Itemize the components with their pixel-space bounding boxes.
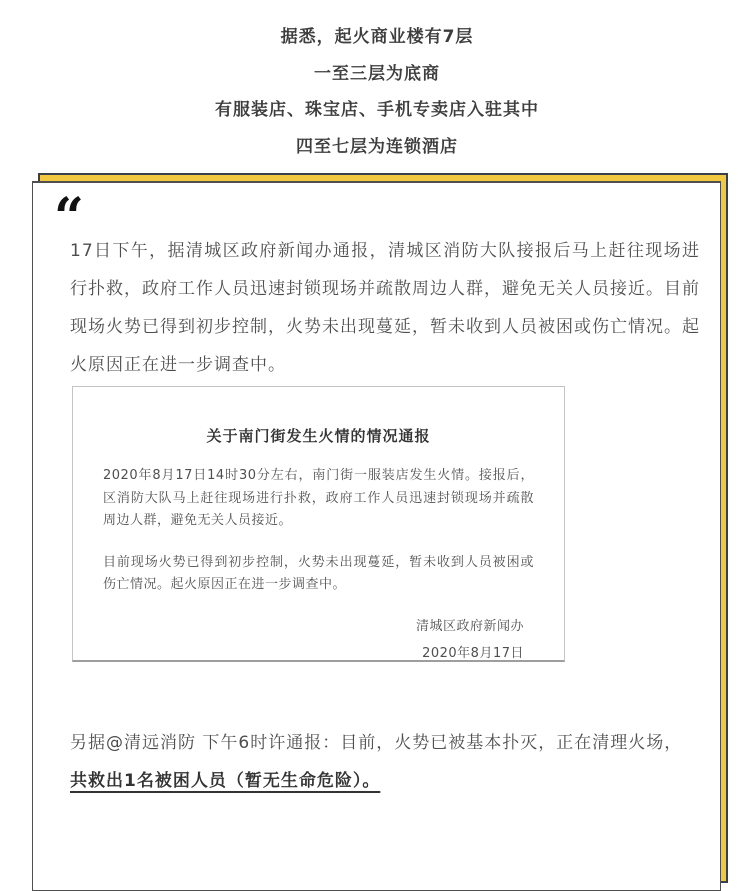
quote-icon: “ bbox=[54, 187, 84, 248]
report-paragraph: 17日下午，据清城区政府新闻办通报，清城区消防大队接报后马上赶往现场进行扑救，政府工作人员迅速封锁现场并疏散周边人群，避免无关人员接近。目前现场火势已得到初步控制，火势未出现蔓延，暂未收到人员被困或伤亡情况。起火原因正在进一步调查中。 bbox=[70, 241, 700, 375]
update-paragraph: 另据@清远消防 下午6时许通报：目前，火势已被基本扑灭，正在清理火场， bbox=[70, 733, 683, 753]
quote-card-wrapper bbox=[32, 181, 721, 891]
update-highlight-line bbox=[70, 762, 700, 800]
headline-line: 据悉，起火商业楼有7层 bbox=[280, 27, 474, 47]
notice-date: 2020年8月17日 bbox=[422, 645, 524, 661]
notice-signature: 清城区政府新闻办 bbox=[415, 618, 524, 634]
quote-card bbox=[32, 181, 721, 891]
headline-line: 有服装店、珠宝店、手机专卖店入驻其中 bbox=[215, 100, 539, 120]
official-notice-image[interactable] bbox=[72, 386, 565, 662]
notice-paragraph: 2020年8月17日14时30分左右，南门街一服装店发生火情。接报后，区消防大队马上赶往现场进行扑救，政府工作人员迅速封锁现场并疏散周边人群，避免无关人员接近。 bbox=[103, 468, 534, 528]
notice-title: 关于南门街发生火情的情况通报 bbox=[206, 427, 431, 445]
headline-line: 四至七层为连锁酒店 bbox=[296, 136, 458, 157]
notice-signature-block bbox=[103, 613, 534, 663]
headline-line: 一至三层为底商 bbox=[314, 63, 440, 84]
notice-paragraph: 目前现场火势已得到初步控制，火势未出现蔓延，暂未收到人员被困或伤亡情况。起火原因正在进一步调查中。 bbox=[103, 554, 534, 592]
update-highlight: 共救出1名被困人员（暂无生命危险）。 bbox=[70, 771, 381, 791]
headline-block bbox=[0, 0, 754, 165]
